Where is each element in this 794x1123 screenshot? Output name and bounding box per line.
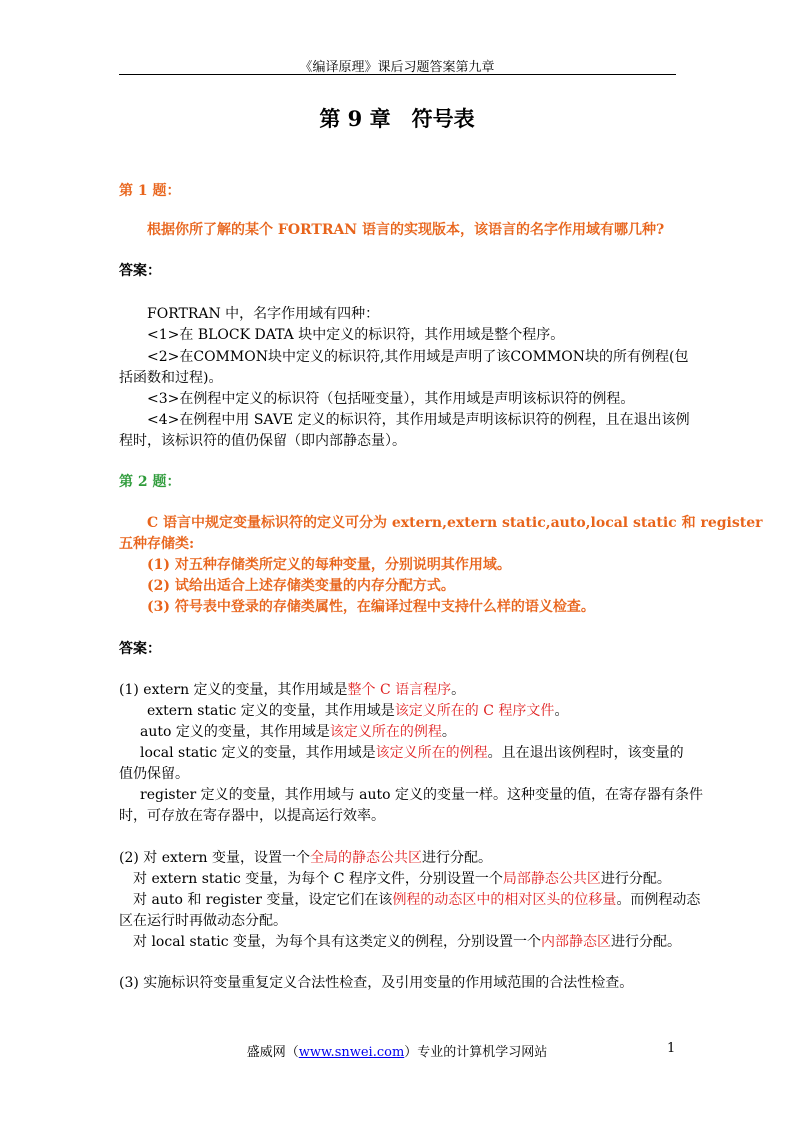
chapter-title: 第 9 章 符号表 (319, 106, 475, 131)
text-segment: 。而例程动态 (616, 892, 701, 908)
text-segment: local static 定义的变量，其作用域是 (140, 745, 376, 761)
a1-line: FORTRAN 中，名字作用域有四种： (147, 306, 380, 322)
footer-text: ）专业的计算机学习网站 (404, 1045, 548, 1060)
q1-label: 第 1 题： (119, 183, 181, 199)
text-segment: auto 定义的变量，其作用域是 (140, 724, 330, 740)
highlight-segment: 该定义所在的例程 (375, 745, 488, 761)
a1-line: 程时，该标识符的值仍保留（即内部静态量）。 (119, 433, 406, 449)
text-segment: (1) extern 定义的变量，其作用域是 (119, 682, 348, 698)
text-segment: 。且在退出该例程时，该变量的 (487, 745, 684, 761)
a2-p1-line: 时，可存放在寄存器中，以提高运行效率。 (119, 808, 385, 824)
a1-line: <2>在COMMON块中定义的标识符,其作用域是声明了该COMMON块的所有例程(包 (147, 349, 689, 365)
a2-p1-line (140, 743, 684, 764)
a2-p1-line (119, 680, 465, 701)
a2-p1-line: register 定义的变量，其作用域与 auto 定义的变量一样。这种变量的值，在寄存器有条件 (140, 787, 703, 803)
a1-line: <3>在例程中定义的标识符（包括哑变量），其作用域是声明该标识符的例程。 (147, 391, 635, 407)
q2-line: (2) 试给出适合上述存储类变量的内存分配方式。 (147, 578, 455, 594)
a1-line: 括函数和过程)。 (119, 370, 223, 386)
q1-question: 根据你所了解的某个 FORTRAN 语言的实现版本，该语言的名字作用域有哪几种? (147, 222, 665, 238)
text-segment: 对 auto 和 register 变量，设定它们在该 (133, 892, 393, 908)
a2-p1-line: 值仍保留。 (119, 766, 189, 782)
a1-line: <4>在例程中用 SAVE 定义的标识符，其作用域是声明该标识符的例程，且在退出该例 (147, 412, 690, 428)
text-segment: 进行分配。 (611, 934, 682, 950)
a2-p1-line (147, 701, 568, 722)
text-segment: 。 (451, 682, 466, 698)
highlight-segment: 全局的静态公共区 (309, 850, 422, 866)
footer-link[interactable]: www.snwei.com (298, 1045, 405, 1060)
a1-label: 答案： (119, 263, 161, 279)
q2-line: 五种存储类: (119, 536, 195, 552)
highlight-segment: 该定义所在的例程 (329, 724, 442, 740)
page-number: 1 (667, 1041, 676, 1056)
footer-text: 盛威网（ (246, 1045, 299, 1060)
q2-label: 第 2 题： (119, 474, 181, 490)
text-segment: 。 (441, 724, 456, 740)
highlight-segment: 局部静态公共区 (502, 871, 601, 887)
highlight-segment: 内部静态区 (541, 934, 612, 950)
highlight-segment: 整个 C 语言程序 (347, 682, 452, 698)
text-segment: 进行分配。 (421, 850, 492, 866)
a2-p2-line (133, 890, 700, 911)
q2-line: (1) 对五种存储类所定义的每种变量，分别说明其作用域。 (147, 557, 511, 573)
a1-line: <1>在 BLOCK DATA 块中定义的标识符，其作用域是整个程序。 (147, 327, 565, 343)
q2-line: C 语言中规定变量标识符的定义可分为 extern,extern static,auto,local static 和 register (147, 515, 763, 531)
text-segment: (2) 对 extern 变量，设置一个 (119, 850, 310, 866)
a2-p2-line (133, 869, 671, 890)
header-rule (119, 74, 676, 75)
highlight-segment: 例程的动态区中的相对区头的位移量 (392, 892, 617, 908)
q2-line: (3) 符号表中登录的存储类属性，在编译过程中支持什么样的语义检查。 (147, 599, 595, 615)
text-segment: 对 extern static 变量，为每个 C 程序文件，分别设置一个 (133, 871, 503, 887)
a2-p2-line (133, 932, 681, 953)
text-segment: 进行分配。 (600, 871, 671, 887)
a2-label: 答案： (119, 641, 161, 657)
text-segment: 。 (554, 703, 569, 719)
text-segment: extern static 定义的变量，其作用域是 (147, 703, 395, 719)
highlight-segment: 该定义所在的 C 程序文件 (394, 703, 555, 719)
a2-p2-line (119, 848, 492, 869)
a2-p2-line: 区在运行时再做动态分配。 (119, 913, 287, 929)
a2-p3-line: (3) 实施标识符变量重复定义合法性检查，及引用变量的作用域范围的合法性检查。 (119, 975, 634, 991)
a2-p1-line (140, 722, 456, 743)
page-header: 《编译原理》课后习题答案第九章 (299, 60, 495, 75)
text-segment: 对 local static 变量，为每个具有这类定义的例程，分别设置一个 (133, 934, 542, 950)
